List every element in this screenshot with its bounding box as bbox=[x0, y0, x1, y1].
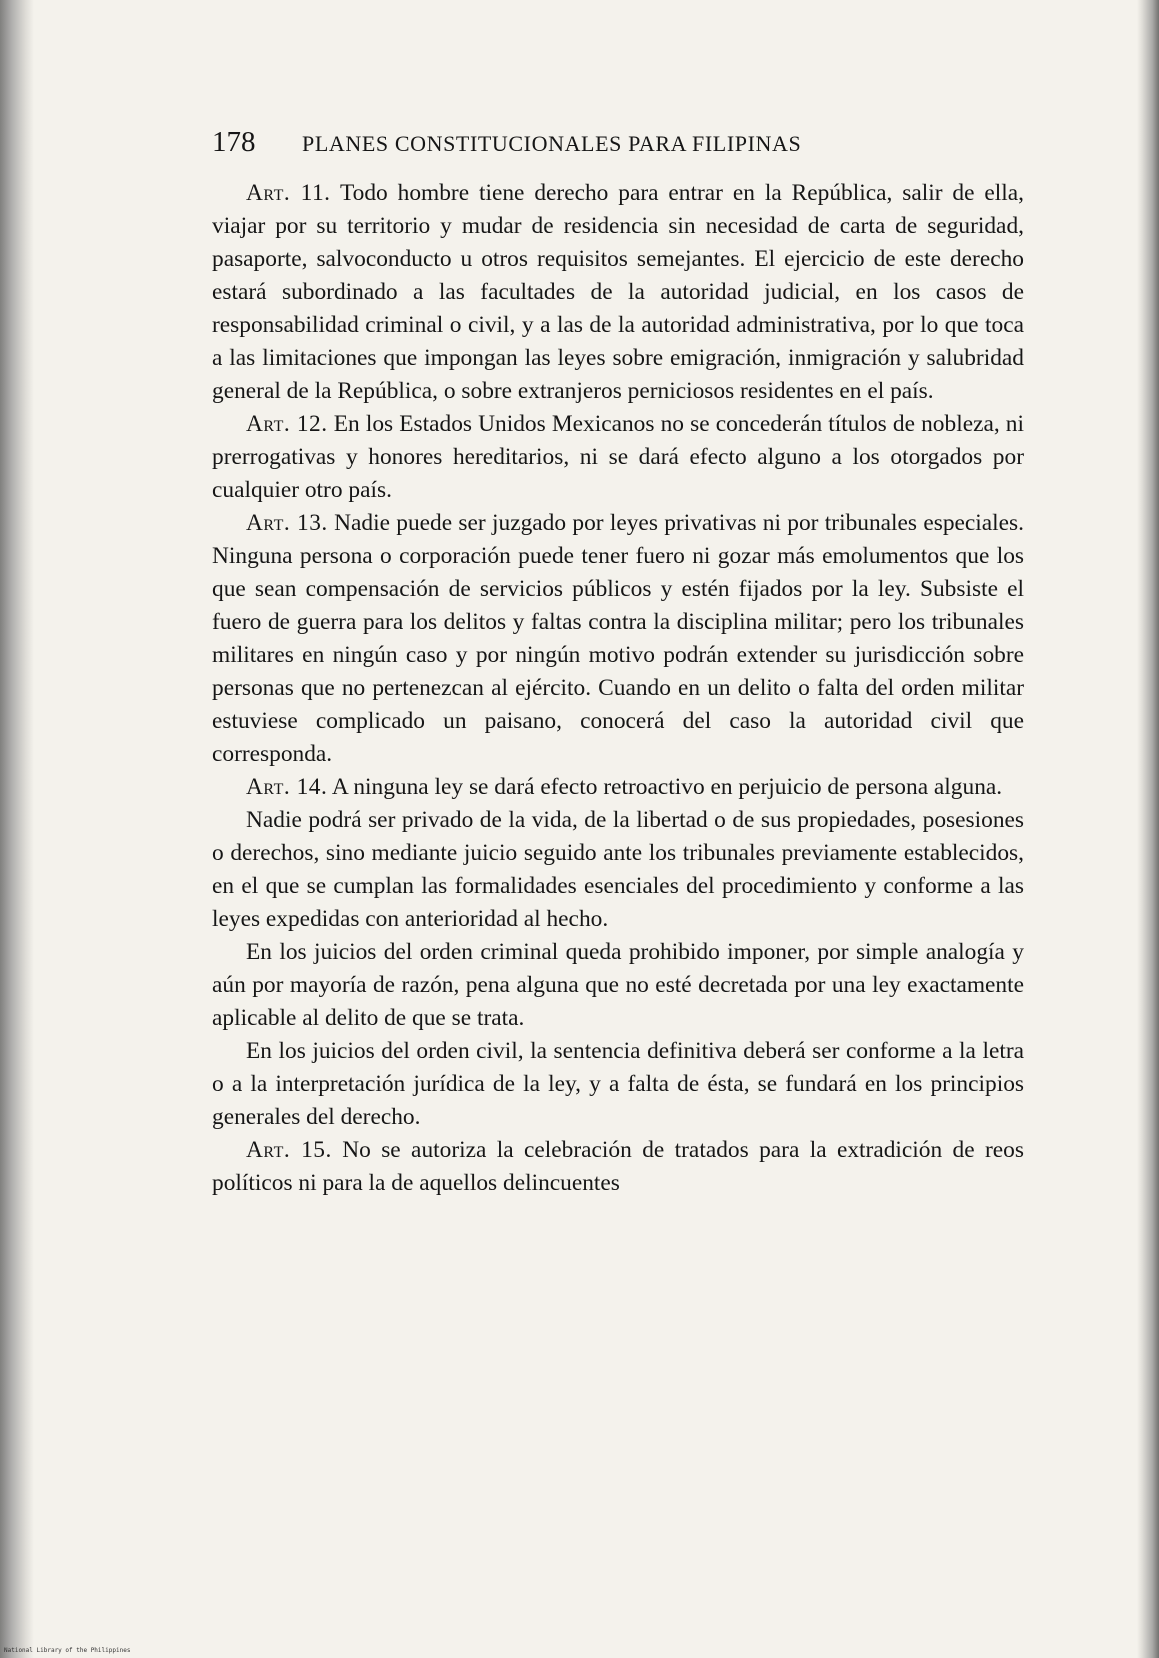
paragraph-art-14-civil bbox=[212, 1035, 1024, 1134]
article-label: Art. 11. bbox=[246, 180, 331, 206]
paragraph-text: En los juicios del orden criminal queda prohibido imponer, por simple analogía y aún por mayoría de razón, pena alguna que no esté decretada por una ley exactamente aplicable al delito de que se trata. bbox=[212, 939, 1024, 1031]
paragraph-text: Nadie puede ser juzgado por leyes privativas ni por tribunales especiales. Ninguna persona o corporación puede tener fuero ni gozar más emolumentos que los que sean compensación de servicios públicos y estén fijados por la ley. Subsiste el fuero de guerra para los delitos y faltas contra la disciplina militar; pero los tribunales militares en ningún caso y por ningún motivo podrán extender su jurisdicción sobre personas que no pertenezcan al ejército. Cuando en un delito o falta del orden militar estuviese complicado un paisano, conocerá del caso la autoridad civil que corresponda. bbox=[212, 510, 1024, 767]
scan-edge-left bbox=[0, 0, 34, 1658]
book-page bbox=[212, 126, 1024, 1200]
article-label: Art. 12. bbox=[246, 411, 328, 437]
paragraph-art-15 bbox=[212, 1134, 1024, 1200]
paragraph-art-12 bbox=[212, 408, 1024, 507]
running-head: PLANES CONSTITUCIONALES PARA FILIPINAS bbox=[302, 131, 802, 156]
body-text bbox=[212, 177, 1024, 1200]
article-label: Art. 13. bbox=[246, 510, 328, 536]
paragraph-art-14 bbox=[212, 771, 1024, 804]
paragraph-text: No se autoriza la celebración de tratados para la extradición de reos políticos ni para la de aquellos delincuentes bbox=[212, 1137, 1024, 1196]
paragraph-art-14-life-liberty bbox=[212, 804, 1024, 936]
paragraph-art-13 bbox=[212, 507, 1024, 771]
paragraph-text: Todo hombre tiene derecho para entrar en la República, salir de ella, viajar por su territorio y mudar de residencia sin necesidad de carta de seguridad, pasaporte, salvoconducto u otros requisitos semejantes. El ejercicio de este derecho estará subordinado a las facultades de la autoridad judicial, en los casos de responsabilidad criminal o civil, y a las de la autoridad administrativa, por lo que toca a las limitaciones que impongan las leyes sobre emigración, inmigración y salubridad general de la República, o sobre extranjeros perniciosos residentes en el país. bbox=[212, 180, 1024, 404]
article-label: Art. 15. bbox=[246, 1137, 332, 1163]
paragraph-text: En los Estados Unidos Mexicanos no se concederán títulos de nobleza, ni prerrogativas y honores hereditarios, ni se dará efecto alguno a los otorgados por cualquier otro país. bbox=[212, 411, 1025, 503]
page-header bbox=[212, 126, 1024, 159]
scan-footer-note: National Library of the Philippines bbox=[4, 1647, 131, 1654]
paragraph-art-14-criminal bbox=[212, 936, 1024, 1035]
paragraph-text: A ninguna ley se dará efecto retroactivo en perjuicio de persona alguna. bbox=[327, 774, 1003, 800]
paragraph-text: Nadie podrá ser privado de la vida, de la libertad o de sus propiedades, posesiones o derechos, sino mediante juicio seguido ante los tribunales previamente establecidos, en el que se cumplan las formalidades esenciales del procedimiento y conforme a las leyes expedidas con anterioridad al hecho. bbox=[212, 807, 1024, 932]
scan-edge-right bbox=[1137, 0, 1159, 1658]
paragraph-art-11 bbox=[212, 177, 1024, 408]
paragraph-text: En los juicios del orden civil, la sentencia definitiva deberá ser conforme a la letra o a la interpretación jurídica de la ley, y a falta de ésta, se fundará en los principios generales del derecho. bbox=[212, 1038, 1024, 1130]
article-label: Art. 14. bbox=[246, 774, 328, 800]
page-number: 178 bbox=[212, 126, 256, 158]
